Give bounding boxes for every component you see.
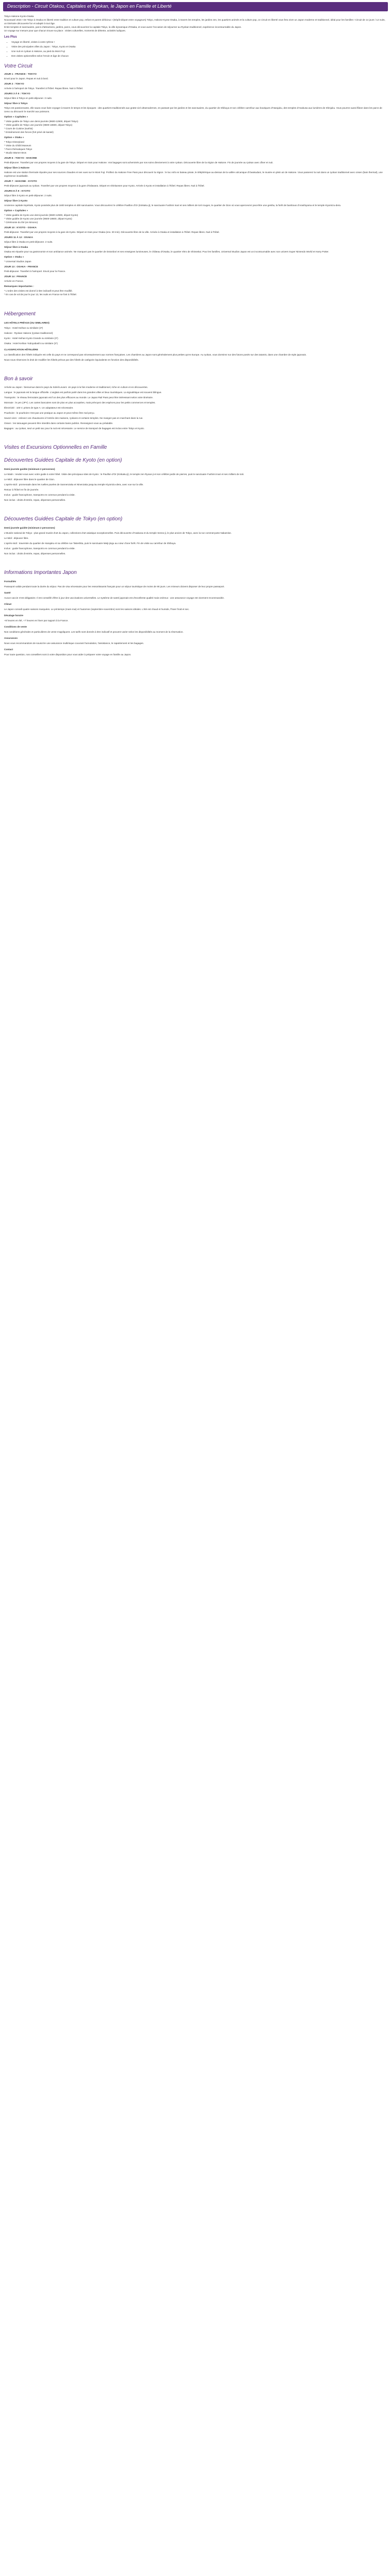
bon-savoir-section xyxy=(4,385,387,430)
visit-meta: Demi-journée guidée (minimum 2 personnes) xyxy=(4,527,55,529)
day-block xyxy=(4,190,387,197)
visit-paragraph: Le Midi : déjeuner libre dans le quartier de Gion. xyxy=(4,478,55,481)
day-text: Osaka est réputée pour sa gastronomie et son ambiance animée. Ne manquez pas le quartier de Dotonbori et ses enseignes lumineuses, le château d'Osaka, le quartier rétro de Shinsekai. Pour les familles, Universal Studios Japan est un incontournable avec son univers Super Nintendo World et Harry Potter. xyxy=(4,250,329,253)
day-text: * Universal Studios Japan xyxy=(4,260,31,263)
visit-paragraph: Non inclus : droits d'entrée, repas, dépenses personnelles. xyxy=(4,499,66,501)
day-text: Envol pour le Japon. Repas et nuit à bord. xyxy=(4,77,48,80)
reserve-text: Nous nous réservons le droit de modifier les hôtels prévus par des hôtels de catégorie équivalente en fonction des disponibilités. xyxy=(4,359,139,361)
day-block xyxy=(4,256,387,263)
info-label: Contact xyxy=(4,648,13,651)
day-block xyxy=(4,136,387,155)
day-text: Petit-déjeuner. Transfert à l'aéroport. Envol pour la France. xyxy=(4,270,66,273)
intro-paragraph: Un voyage sur mesure pour que chacun trouve sa place : visites culturelles, moments de détente, activités ludiques. xyxy=(4,29,126,32)
day-text: Petit-déjeuner. Transfert par vos propres moyens à la gare de Kyoto. Départ en train pour Osaka (env. 30 min). Découverte libre de la ville. Arrivée à Osaka et installation à l'hôtel. Repas libres. Nuit à l'hôtel. xyxy=(4,231,220,233)
day-block xyxy=(4,82,387,90)
day-text: * Visite guidée de Tokyo une demi-journée (9600-12900, départ Tokyo) * Visite guidée de Tokyo une journée (9600-18600, départ Tokyo) * Cours de Cuisine (sushis) * Entraînement des forces (fort privé de karaté) xyxy=(4,120,78,133)
day-label: Séjour libre à Hakone xyxy=(4,167,30,170)
classification-text: La classification des hôtels indiquée est celle du pays et ne correspond pas nécessairement aux normes françaises. Les chambres au Japon sont généralement plus petites qu'en Europe. Au ryokan, vous dormirez sur des futons posés sur des tatamis, dans une chambre de style japonais. xyxy=(4,353,307,356)
day-text: Arrivée à l'aéroport de Tokyo. Transfert à l'hôtel. Repas libres. Nuit à l'hôtel. xyxy=(4,87,83,90)
day-label: Option « Otaku » xyxy=(4,137,24,139)
day-label: JOUR 1 : FRANCE - TOKYO xyxy=(4,73,37,76)
day-text: Tokyo est passionnante, elle saura vous faire voyager à travers le temps et les époques : des quartiers traditionnels aux gratte-ciel ultramodernes, en passant par les jardins et les sanctuaires, du quartier de Shibuya et son célèbre carrefour aux boutiques d'Harajuku, des temples d'Asakusa aux lumières de Shinjuku. Vous pourrez aussi flâner dans les parcs de Ueno ou découvrir le marché aux poissons. xyxy=(4,107,382,113)
day-text: * Tokyo Disneyland * Visite du Ghibli Museum * Parcs thématiques Tokyo * Studio Warner Bros xyxy=(4,141,32,154)
intro-route: Tokyo-Hakone-Kyoto-Osaka xyxy=(4,15,34,18)
info-paragraph: Bagages : au ryokan, seul un petit sac pour la nuit est nécessaire. Le service de transport de bagages est inclus entre Tokyo et Kyoto. xyxy=(4,427,145,430)
day-label: JOURS 11 À 12 : OSAKA xyxy=(4,236,33,239)
intro-paragraph: Entre temples et sanctuaires, parcs d'attractions, jardins, parcs, vous découvrirez la capitale Tokyo, la ville dynamique d'Osaka, et vous aurez l'occasion de séjourner au Ryokan traditionnel, expérience incontournable du Japon. xyxy=(4,26,242,28)
day-label: JOURS 3 À 5 : TOKYO xyxy=(4,93,30,95)
visit-paragraph: L'après-midi : traversée du quartier de Harajuku et sa célèbre rue Takeshita, puis le sanctuaire Meiji-jingu au cœur d'une forêt. Fin de visite au carrefour de Shibuya. xyxy=(4,542,176,545)
plus-item: • Visite des principales villes du Japon : Tokyo, Kyoto et Osaka xyxy=(11,45,387,48)
visites-tokyo-section xyxy=(4,526,387,555)
visit-paragraph: Le Midi : déjeuner libre. xyxy=(4,537,29,539)
classification-label: CLASSIFICATION HÔTELIÈRE xyxy=(4,348,38,351)
info-paragraph: Monnaie : le yen (JPY). Les cartes bancaires sont de plus en plus acceptées, mais prévoyez des espèces pour les petits commerces et temples. xyxy=(4,401,156,404)
day-text: Séjour libre à Kyoto en petit-déjeuner. 2 nuits. xyxy=(4,194,52,197)
info-paragraph: Arrivée au Japon : bienvenue dans le pays du Soleil-Levant. Un pays à la fois moderne et traditionnel, riche en culture et en découvertes. xyxy=(4,386,148,388)
visit-paragraph: L'après-midi : promenade dans les ruelles pavées de Sannenzaka et Ninenzaka jusqu'au temple Kiyomizu-dera, avec vue sur la ville. xyxy=(4,483,144,486)
info-text: Passeport valide pendant toute la durée du séjour. Pas de visa nécessaire pour les ressortissants français pour un séjour touristique de moins de 90 jours. Les mineurs doivent disposer de leur propre passeport. xyxy=(4,585,225,588)
day-label: JOUR 10 : KYOTO - OSAKA xyxy=(4,227,37,229)
info-text: Nous vous recommandons de souscrire une assurance multirisque couvrant l'annulation, l'assistance, le rapatriement et les bagages. xyxy=(4,642,144,645)
day-label: Option « Otaku » xyxy=(4,256,24,259)
visit-paragraph: Non inclus : droits d'entrée, repas, dépenses personnelles. xyxy=(4,552,66,555)
hotel-line: Kyoto : Hotel Keihan Kyoto Grande ou similaire (3*) xyxy=(4,337,58,340)
visit-paragraph: Inclus : guide francophone, transports en commun pendant la visite. xyxy=(4,494,75,496)
plus-title: Les Plus xyxy=(4,36,17,39)
plus-box xyxy=(4,36,387,58)
hotel-line: Hakone : Ryokan Hakone (ryokan traditionnel) xyxy=(4,332,53,334)
day-block xyxy=(4,285,387,296)
visit-paragraph: Retour à l'hôtel en fin de journée. xyxy=(4,488,39,491)
day-label: Option « Capitales » xyxy=(4,116,28,118)
day-block xyxy=(4,226,387,234)
info-label: Assurances xyxy=(4,637,18,639)
day-label: Séjour libre à Kyoto xyxy=(4,200,28,202)
plus-item: • Des visites optionnelles selon l'envie et âge de chacun xyxy=(11,54,387,58)
day-label: JOUR 13 : OSAKA - FRANCE xyxy=(4,266,38,268)
visites-kyoto-section xyxy=(4,467,387,502)
day-label: Remarques importantes : xyxy=(4,285,34,288)
day-block xyxy=(4,236,387,244)
day-text: Hakone est une station thermale réputée pour ses sources chaudes et ses vues sur le Mont Fuji. Profitez du Hakone Free Pass pour découvrir la région : le lac Ashi en bateau pirate, le téléphérique au-dessus de la vallée volcanique d'Owakudani, le musée en plein air de Hakone. Vous passerez la nuit dans un ryokan traditionnel avec onsen (bain thermal), une expérience inoubliable. xyxy=(4,171,383,177)
visit-paragraph: Inclus : guide francophone, transports en commun pendant la visite. xyxy=(4,547,75,550)
info-paragraph: Électricité : 100 V, prises de type A. Un adaptateur est nécessaire. xyxy=(4,406,74,409)
plus-item: • Voyage en liberté, visites à votre rythme ! xyxy=(11,40,387,44)
hebergement-heading: Hébergement xyxy=(4,311,36,317)
infos-heading: Informations Importantes Japon xyxy=(4,570,77,575)
plus-list xyxy=(4,40,387,58)
day-text: * L'ordre des visites est donné à titre indicatif et peut être modifié. * En cas de vol de jour le jour 13, les nuits en France se font à l'hôtel. xyxy=(4,290,77,296)
hotel-line: Tokyo : Hotel Keihan ou similaire (3*) xyxy=(4,327,43,329)
page-banner xyxy=(3,2,388,11)
visit-meta: Demi-journée guidée (minimum 2 personnes) xyxy=(4,468,55,470)
day-label: JOUR 2 : TOKYO xyxy=(4,83,24,86)
day-text: Arrivée en France. xyxy=(4,280,24,282)
day-block xyxy=(4,275,387,283)
visites-tokyo-heading: Découvertes Guidées Capitale de Tokyo (en option) xyxy=(4,516,123,522)
info-paragraph: Transports : le réseau ferroviaire japonais est l'un des plus efficaces au monde. Le Japan Rail Pass peut être intéressant selon votre itinéraire. xyxy=(4,396,153,399)
infos-section xyxy=(4,580,387,656)
day-block xyxy=(4,102,387,113)
page-title: Description - Circuit Otakou, Capitales et Ryokan, le Japon en Famille et Liberté xyxy=(7,4,172,9)
visit-paragraph: L'Musée national de Tokyo : plus grand musée d'art du Japon, collections d'art asiatique exceptionnelles. Puis découverte d'Asakusa et du temple Senso-ji, le plus ancien de Tokyo, avec la rue commerçante Nakamise. xyxy=(4,532,232,534)
info-label: Décalage horaire xyxy=(4,614,24,617)
day-block xyxy=(4,73,387,80)
info-text: Nos conditions générales et particulières de vente s'appliquent. Les tarifs sont donnés à titre indicatif et peuvent varier selon les disponibilités au moment de la réservation. xyxy=(4,631,184,633)
circuit-days xyxy=(4,73,387,296)
day-label: Séjour libre à Osaka xyxy=(4,246,28,249)
visit-paragraph: Le Matin : rendez-vous avec votre guide à votre hôtel. Visite des principaux sites de Kyoto : le Pavillon d'Or (Kinkaku-ji), le temple zen Ryoan-ji et son célèbre jardin de pierres, puis le sanctuaire Fushimi Inari et ses milliers de torii. xyxy=(4,473,245,476)
day-text: Petit-déjeuner. Transfert par vos propres moyens à la gare de Tokyo. Départ en train pour Hakone. Vos bagages sont acheminés par nos soins directement à votre ryokan. Découverte libre de la région de Hakone. Fin de journée au ryokan avec dîner et nuit. xyxy=(4,161,273,164)
day-label: Option « Capitales » xyxy=(4,210,28,212)
hotel-line: Osaka : Hotel Keihan Yodoyabashi ou similaire (3*) xyxy=(4,342,58,345)
day-label: JOUR 7 : HAKONE - KYOTO xyxy=(4,180,37,183)
page-content xyxy=(0,11,391,665)
intro-section xyxy=(4,14,387,58)
info-text: Le Japon connaît quatre saisons marquées. Le printemps (mars-mai) et l'automne (septembre-novembre) sont les saisons idéales. L'été est chaud et humide, l'hiver froid et sec. xyxy=(4,608,190,611)
day-text: Ancienne capitale impériale, Kyoto possède plus de 1600 temples et 400 sanctuaires. Vous découvrirez le célèbre Pavillon d'Or (Kinkaku-ji), le sanctuaire Fushimi Inari et ses milliers de torii rouges, le quartier de Gion où vous apercevrez peut-être une geisha, la forêt de bambous d'Arashiyama et le temple Kiyomizu-dera. xyxy=(4,204,341,207)
info-label: Formalités xyxy=(4,580,17,583)
info-text: Pour toute question, nos conseillers sont à votre disposition pour vous aider à préparer votre voyage en famille au Japon. xyxy=(4,653,132,656)
plus-item: • Une nuit en ryokan à Hakone, au pied du Mont Fuji xyxy=(11,49,387,53)
day-label: JOUR 6 : TOKYO - HAKONE xyxy=(4,157,37,160)
hebergement-section xyxy=(4,321,387,362)
day-label: Séjour libre à Tokyo xyxy=(4,103,28,105)
day-text: Petit-déjeuner japonais au ryokan. Transfert par vos propres moyens à la gare d'Odawara. Départ en shinkansen pour Kyoto. Arrivée à Kyoto et installation à l'hôtel. Repas libres. Nuit à l'hôtel. xyxy=(4,184,205,187)
day-block xyxy=(4,166,387,178)
info-text: +8 heures en été, +7 heures en hiver par rapport à la France. xyxy=(4,619,69,622)
intro-paragraph: Nouveauté 2024 ! De Tokyo à Osaka en liberté entre tradition et culture pop, enfant et parent délicieux ! (Dépôt-départ entre voyageurs) Tokyo, Hakone-Kyoto-Osaka, à travers les temples, les jardins zen, les quartiers animés et la culture pop, ce circuit en liberté vous fera vivre un Japon moderne et traditionnel, idéal pour les familles ! Circuit de 14 jours / 12 nuits, un itinéraire découverte fun et adapté à tout âge. xyxy=(4,19,385,25)
info-paragraph: Savoir-vivre : enlevez vos chaussures à l'entrée des maisons, ryokans et certains temples. Ne mangez pas en marchant dans la rue. xyxy=(4,417,143,419)
visites-heading: Visites et Excursions Optionnelles en Famille xyxy=(4,445,107,450)
info-label: Conditions de vente xyxy=(4,625,27,628)
info-label: Climat xyxy=(4,603,12,605)
hotels-label: LES HÔTELS PRÉVUS (OU SIMILAIRES) xyxy=(4,321,50,324)
info-text: Aucun vaccin n'est obligatoire. Il est conseillé d'être à jour des vaccinations universelles. Le système de santé japonais est d'excellente qualité mais onéreux : une assurance voyage est vivement recommandée. xyxy=(4,597,225,599)
info-paragraph: Langue : le japonais est la langue officielle. L'anglais est parfois parlé dans les grandes villes et lieux touristiques. La signalétique est souvent bilingue. xyxy=(4,391,162,394)
day-block xyxy=(4,199,387,207)
visites-kyoto-heading: Découvertes Guidées Capitale de Kyoto (en option) xyxy=(4,457,122,463)
bon-savoir-heading: Bon à savoir xyxy=(4,376,33,382)
day-block xyxy=(4,265,387,273)
day-text: * Visite guidée de Kyoto une demi-journée (9600-12900, départ Kyoto) * Visite guidée de Kyoto une journée (9600-18600, départ Kyoto) * Cérémonie du thé (en kimono) xyxy=(4,214,78,224)
day-label: JOUR 14 : FRANCE xyxy=(4,276,27,278)
day-block xyxy=(4,209,387,224)
day-text: Séjour libre à Osaka en petit-déjeuner. 2 nuits. xyxy=(4,241,53,243)
info-label: Santé xyxy=(4,591,11,594)
day-label: JOURS 8 À 9 : KYOTO xyxy=(4,190,30,193)
day-block xyxy=(4,115,387,134)
day-block xyxy=(4,157,387,164)
info-paragraph: Onsen : les tatouages peuvent être interdits dans certains bains publics. Renseignez-vous au préalable. xyxy=(4,422,113,425)
day-block xyxy=(4,180,387,188)
day-text: Séjour libre à Tokyo en petit-déjeuner. 3 nuits. xyxy=(4,97,53,99)
info-paragraph: Pourboire : le pourboire n'est pas une pratique au Japon et peut même être mal perçu. xyxy=(4,412,95,414)
circuit-heading: Votre Circuit xyxy=(4,63,32,69)
day-block xyxy=(4,246,387,253)
day-block xyxy=(4,92,387,100)
